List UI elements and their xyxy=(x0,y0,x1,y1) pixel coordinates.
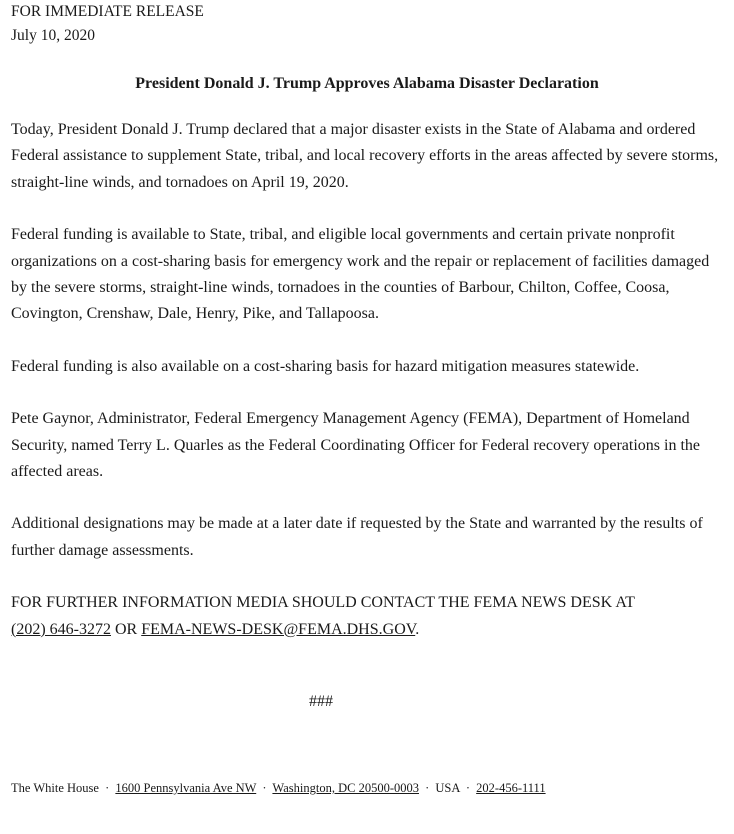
release-label: FOR IMMEDIATE RELEASE xyxy=(11,3,204,20)
paragraph-hazard-mitigation: Federal funding is also available on a cost-sharing basis for hazard mitigation measures statewide. xyxy=(11,357,640,375)
footer-separator: · xyxy=(465,781,471,795)
footer-city-link[interactable]: Washington, DC 20500-0003 xyxy=(272,781,419,795)
footer-separator: · xyxy=(262,781,267,795)
paragraph-additional-designations: Additional designations may be made at a later date if requested by the State and warranted by the results of further damage assessments. xyxy=(11,515,703,559)
release-date: July 10, 2020 xyxy=(11,27,95,44)
paragraph-declaration: Today, President Donald J. Trump declared that a major disaster exists in the State of Alabama and ordered Federal assistance to supplement State, tribal, and local recovery efforts in the areas affected by severe storms, straight-line winds, and tornadoes on April 19, 2020. xyxy=(11,121,719,191)
paragraph-coordinating-officer: Pete Gaynor, Administrator, Federal Emergency Management Agency (FEMA), Department of Homeland Security, named Terry L. Quarles as the Federal Coordinating Officer for Federal recovery operations in the affected areas. xyxy=(11,410,701,481)
footer-country: USA xyxy=(435,781,460,795)
contact-or: OR xyxy=(110,620,142,638)
end-mark: ### xyxy=(309,693,333,710)
page-title: President Donald J. Trump Approves Alabama Disaster Declaration xyxy=(135,75,599,92)
footer-address-link[interactable]: 1600 Pennsylvania Ave NW xyxy=(115,781,257,795)
press-release xyxy=(11,0,723,795)
footer-separator: · xyxy=(105,781,110,795)
contact-lead: FOR FURTHER INFORMATION MEDIA SHOULD CONTACT THE FEMA NEWS DESK AT xyxy=(11,594,635,612)
contact-phone-link[interactable]: (202) 646-3272 xyxy=(11,620,111,638)
footer-phone-link[interactable]: 202-456-1111 xyxy=(476,781,546,795)
footer xyxy=(11,778,546,798)
footer-separator: · xyxy=(425,781,430,795)
contact-email-link[interactable]: FEMA-NEWS-DESK@FEMA.DHS.GOV xyxy=(141,620,416,638)
paragraph-funding: Federal funding is available to State, tribal, and eligible local governments and certain private nonprofit organizations on a cost-sharing basis for emergency work and the repair or replacement of facilities damaged by the severe storms, straight-line winds, tornadoes in the counties of Barbour, Chilton, Coffee, Coosa, Covington, Crenshaw, Dale, Henry, Pike, and Tallapoosa. xyxy=(11,226,710,323)
contact-paragraph xyxy=(11,590,723,643)
footer-org: The White House xyxy=(11,781,99,795)
contact-end: . xyxy=(415,620,420,638)
